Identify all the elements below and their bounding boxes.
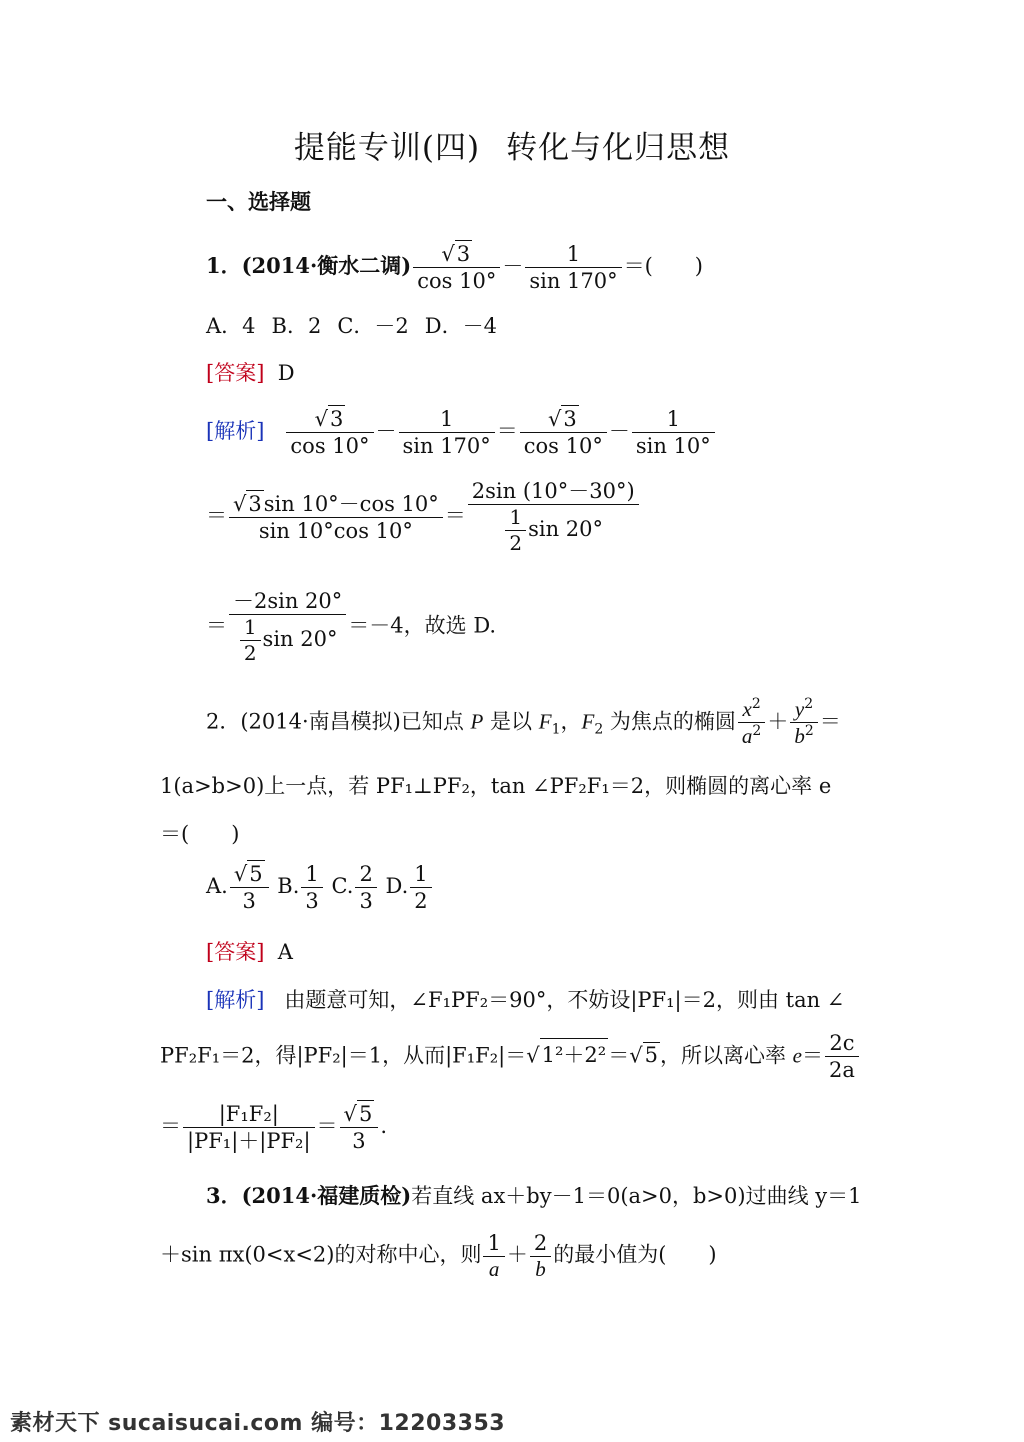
analysis-line-1: [解析] 由题意可知，∠F₁PF₂＝90°，不妨设|PF₁|＝2，则由 tan ∠: [206, 988, 845, 1012]
option-a: A．4: [206, 314, 256, 338]
question-3-label: 3．(2014·福建质检): [206, 1183, 412, 1208]
watermark: 素材天下 sucaisucai.com 编号：12203353: [10, 1411, 506, 1436]
analysis-line-3: ＝ $\frac{\text{|F₁F₂|}}{\text{|PF₁|＋|PF₂|}}$ ＝ $\frac{√5}{3}$ .: [160, 1101, 387, 1154]
section-heading: 一、选择题: [206, 189, 311, 214]
answer-row: [206, 936, 293, 966]
question-2-options: A. $\frac{√5}{3}$ B. $\frac{1}{3}$ C. $\frac{2}{3}$ D. $\frac{1}{2}$: [206, 860, 434, 915]
fraction: $\frac{√3}{\cos 10^\circ}$: [413, 240, 500, 295]
answer-value: D: [277, 361, 295, 385]
title-right: 转化与化归思想: [506, 130, 731, 166]
question-2-line-1: 2．(2014·南昌模拟)已知点 P 是以 $F_1$，$F_2$ 为焦点的椭圆 $\frac{x^2}{a^2}$ ＋ $\frac{y^2}{b^2}$ ＝: [206, 696, 841, 749]
question-1-label: 1．(2014·衡水二调): [206, 252, 412, 278]
analysis-tag: [解析]: [206, 418, 265, 443]
analysis-line-1: [解析] $\frac{√3}{\cos 10^\circ}$ － $\frac{1}{\sin 170^\circ}$ ＝ $\frac{√3}{\cos 10^\circ}$ － $\frac{1}{\sin 10^\circ}$: [206, 405, 717, 460]
fraction: $\frac{1}{\sin 170^\circ}$: [525, 241, 621, 295]
analysis-line-3: ＝ －2sin 20° $\frac{1}{2}$ sin 20° ＝－4，故选 D.: [206, 589, 497, 666]
option-c: C．－2: [337, 314, 409, 338]
question-2-line-3: ＝( ): [160, 822, 240, 846]
page-title: [0, 122, 1024, 167]
answer-tag: [答案]: [206, 361, 265, 385]
question-1: 1．(2014·衡水二调) $\frac{√3}{\cos 10^\circ}$ － $\frac{1}{\sin 170^\circ}$ ＝( ): [206, 241, 703, 294]
analysis-line-2: ＝ $\frac{√3\sin 10^\circ-\cos 10^\circ}{\sin 10^\circ\cos 10^\circ}$ ＝ 2sin (10°－30°) $\frac{1}{2}$ sin 20°: [206, 478, 641, 556]
question-2-line-2: 1(a>b>0)上一点，若 PF₁⊥PF₂，tan ∠PF₂F₁＝2，则椭圆的离心率 e: [160, 774, 832, 798]
option-b: B．2: [271, 314, 322, 338]
question-1-options: [206, 310, 513, 340]
answer-row: [206, 357, 295, 387]
option-d: D．－4: [424, 314, 497, 338]
answer-tag: [答案]: [206, 940, 265, 964]
title-left: 提能专训(四): [293, 130, 481, 166]
question-3-line-2: ＋sin πx(0<x<2)的对称中心，则 $\frac{1}{a}+$ $\frac{2}{b}$的最小值为( ): [160, 1231, 717, 1282]
analysis-line-2: PF₂F₁＝2，得|PF₂|＝1，从而|F₁F₂|＝√1²＋2²＝√5，所以离心率 e＝ $\frac{2c}{2a}$: [160, 1030, 861, 1084]
answer-value: A: [277, 940, 293, 964]
analysis-tag: [解析]: [206, 988, 265, 1012]
question-3-line-1: 3．(2014·福建质检)若直线 ax＋by－1＝0(a>0，b>0)过曲线 y＝1: [206, 1183, 862, 1208]
